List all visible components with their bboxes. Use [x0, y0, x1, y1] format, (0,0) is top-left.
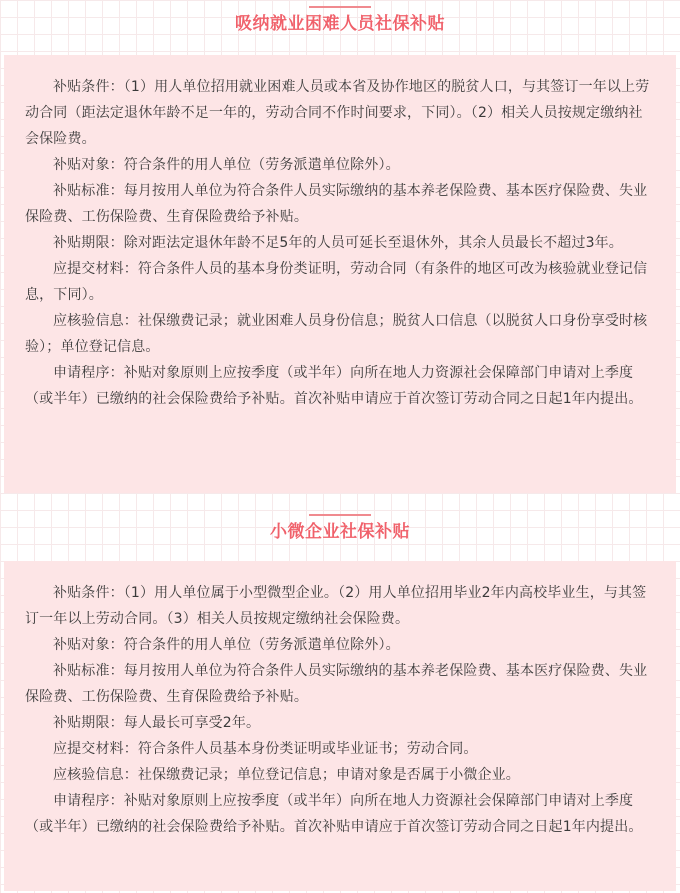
section-title: 小微企业社保补贴	[270, 522, 410, 542]
paragraph-subsidy-standard: 补贴标准：每月按用人单位为符合条件人员实际缴纳的基本养老保险费、基本医疗保险费、失业保险费、工伤保险费、生育保险费给予补贴。	[25, 663, 648, 705]
section-title: 吸纳就业困难人员社保补贴	[235, 14, 445, 34]
paragraph-subsidy-conditions: 补贴条件：（1）用人单位招用就业困难人员或本省及协作地区的脱贫人口，与其签订一年以上劳动合同（距法定退休年龄不足一年的，劳动合同不作时间要求，下同）。（2）相关人员按规定缴纳社会保险费。	[25, 79, 650, 147]
paragraph-required-materials: 应提交材料：符合条件人员的基本身份类证明，劳动合同（有条件的地区可改为核验就业登记信息，下同）。	[25, 261, 648, 303]
paragraph-required-materials: 应提交材料：符合条件人员基本身份类证明或毕业证书；劳动合同。	[53, 741, 478, 757]
paragraph-subsidy-period: 补贴期限：每人最长可享受2年。	[53, 715, 261, 731]
paragraph-subsidy-conditions: 补贴条件：（1）用人单位属于小型微型企业。（2）用人单位招用毕业2年内高校毕业生，与其签订一年以上劳动合同。（3）相关人员按规定缴纳社会保险费。	[25, 585, 647, 627]
content-panel-employment-difficulty	[4, 55, 676, 493]
paragraph-application-procedure: 申请程序：补贴对象原则上应按季度（或半年）向所在地人力资源社会保障部门申请对上季度（或半年）已缴纳的社会保险费给予补贴。首次补贴申请应于首次签订劳动合同之日起1年内提出。	[25, 793, 643, 835]
title-decor-rule	[309, 6, 371, 8]
paragraph-application-procedure: 申请程序：补贴对象原则上应按季度（或半年）向所在地人力资源社会保障部门申请对上季度（或半年）已缴纳的社会保险费给予补贴。首次补贴申请应于首次签订劳动合同之日起1年内提出。	[25, 365, 643, 407]
paragraph-subsidy-period: 补贴期限：除对距法定退休年龄不足5年的人员可延长至退休外，其余人员最长不超过3年。	[53, 235, 623, 251]
title-decor-rule	[309, 514, 371, 516]
paragraph-subsidy-target: 补贴对象：符合条件的用人单位（劳务派遣单位除外）。	[53, 637, 400, 653]
paragraph-subsidy-standard: 补贴标准：每月按用人单位为符合条件人员实际缴纳的基本养老保险费、基本医疗保险费、失业保险费、工伤保险费、生育保险费给予补贴。	[25, 183, 648, 225]
section-header-small-micro-enterprise	[0, 514, 680, 544]
content-panel-small-micro-enterprise	[4, 561, 676, 891]
paragraph-verified-information: 应核验信息：社保缴费记录；就业困难人员身份信息；脱贫人口信息（以脱贫人口身份享受时核验）；单位登记信息。	[25, 313, 648, 355]
paragraph-verified-information: 应核验信息：社保缴费记录；单位登记信息；申请对象是否属于小微企业。	[53, 767, 520, 783]
paragraph-subsidy-target: 补贴对象：符合条件的用人单位（劳务派遣单位除外）。	[53, 157, 400, 173]
section-header-employment-difficulty	[0, 6, 680, 36]
